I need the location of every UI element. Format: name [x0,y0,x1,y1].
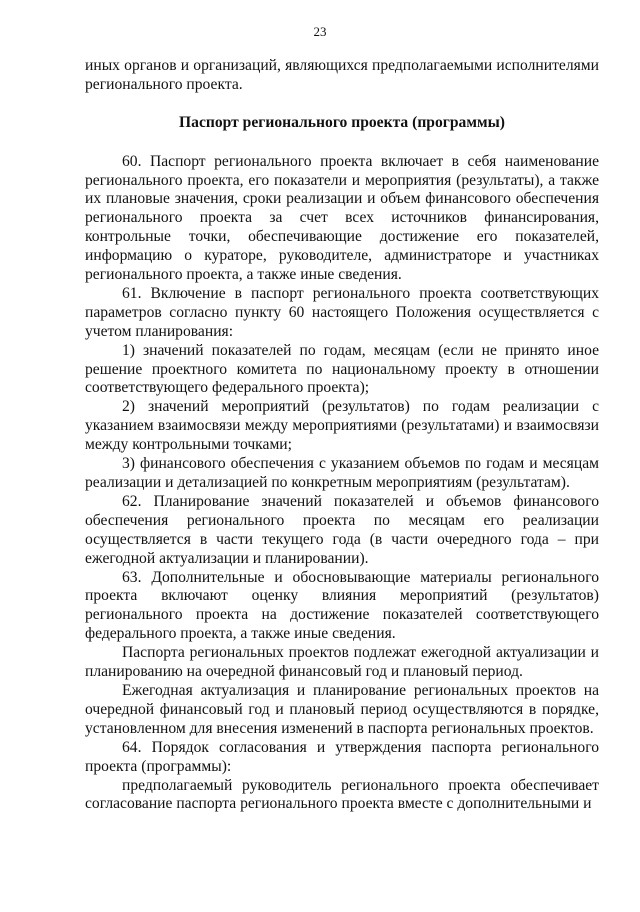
paragraph-60: 60. Паспорт регионального проекта включает в себя наименование регионального проекта, его показатели и мероприятия (результаты), а также их плановые значения, сроки реализации и объем финансового обеспечения регионального проекта за счет всех источников финансирования, контрольные точки, обеспечивающие достижение его показателей, информацию о кураторе, руководителе, администраторе и участниках регионального проекта, а также иные сведения. [85,152,599,284]
paragraph-61: 61. Включение в паспорт регионального проекта соответствующих параметров согласно пункту 60 настоящего Положения осуществляется с учетом планирования: [85,284,599,340]
paragraph-64-item: предполагаемый руководитель регионального проекта обеспечивает согласование паспорта регионального проекта вместе с дополнительными и [85,776,599,813]
paragraph-64: 64. Порядок согласования и утверждения паспорта регионального проекта (программы): [85,738,599,775]
paragraph-continuation: иных органов и организаций, являющихся предполагаемыми исполнителями регионального проекта. [85,57,599,93]
paragraph-61-item-2: 2) значений мероприятий (результатов) по годам реализации с указанием взаимосвязи между мероприятиями (результатами) и взаимосвязи между контрольными точками; [85,398,599,454]
paragraph-63-annual-update: Паспорта региональных проектов подлежат ежегодной актуализации и планированию на очередной финансовый год и плановый период. [85,644,599,681]
paragraph-61-item-3: 3) финансового обеспечения с указанием объемов по годам и месяцам реализации и детализацией по конкретным мероприятиям (результатам). [85,455,599,492]
paragraph-63: 63. Дополнительные и обосновывающие материалы регионального проекта включают оценку влияния мероприятий (результатов) регионального проекта на достижение показателей соответствующего федерального проекта, а также иные сведения. [85,568,599,643]
section-heading: Паспорт регионального проекта (программы) [179,113,505,131]
document-body [85,57,599,814]
paragraph-61-item-1: 1) значений показателей по годам, месяцам (если не принято иное решение проектного комитета по национальному проекту в отношении соответствующего федерального проекта); [85,341,599,397]
page-number: 23 [313,24,327,39]
paragraph-63-update-procedure: Ежегодная актуализация и планирование региональных проектов на очередной финансовый год и плановый период осуществляются в порядке, установленном для внесения изменений в паспорта региональных проектов. [85,681,599,737]
paragraph-62: 62. Планирование значений показателей и объемов финансового обеспечения регионального проекта по месяцам его реализации осуществляется в части текущего года (в части очередного года – при ежегодной актуализации и планировании). [85,492,599,567]
